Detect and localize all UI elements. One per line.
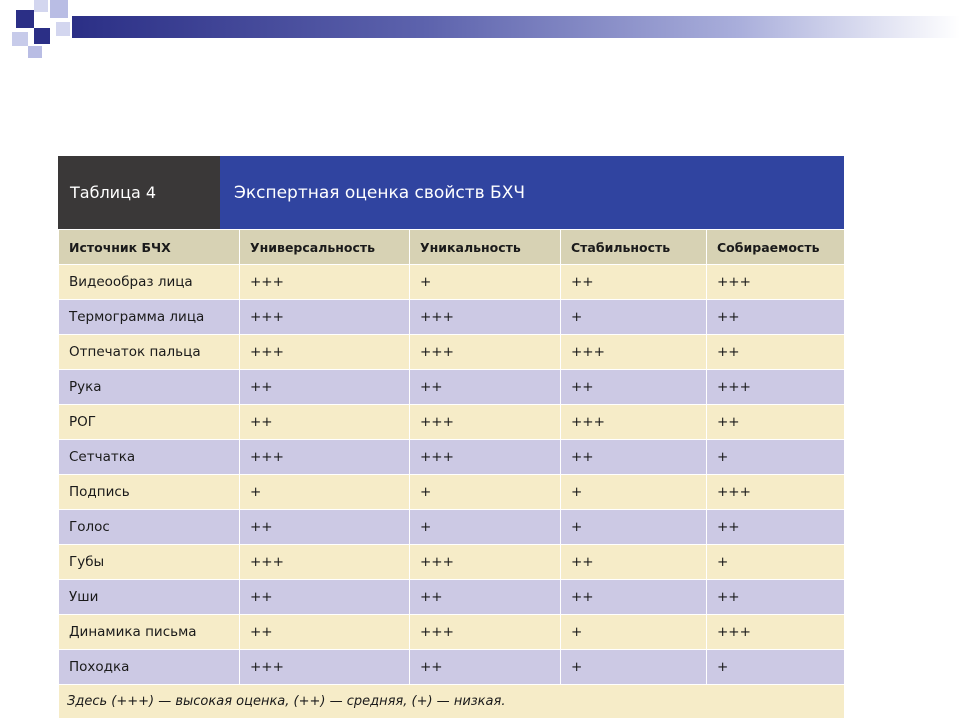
cell-universality: ++ xyxy=(240,580,410,615)
cell-uniqueness: +++ xyxy=(410,615,561,650)
cell-source: Видеообраз лица xyxy=(59,265,240,300)
cell-stability: + xyxy=(561,300,707,335)
cell-collectability: ++ xyxy=(707,510,845,545)
cell-uniqueness: + xyxy=(410,265,561,300)
cell-collectability: ++ xyxy=(707,405,845,440)
decor-square xyxy=(50,0,68,18)
column-header-universality: Универсальность xyxy=(240,230,410,265)
cell-collectability: +++ xyxy=(707,475,845,510)
table-row xyxy=(59,335,845,370)
cell-uniqueness: +++ xyxy=(410,545,561,580)
cell-source: РОГ xyxy=(59,405,240,440)
table-footnote: Здесь (+++) — высокая оценка, (++) — средняя, (+) — низкая. xyxy=(59,685,845,719)
cell-universality: +++ xyxy=(240,545,410,580)
cell-uniqueness: +++ xyxy=(410,440,561,475)
cell-uniqueness: + xyxy=(410,510,561,545)
cell-stability: +++ xyxy=(561,335,707,370)
cell-collectability: +++ xyxy=(707,370,845,405)
cell-universality: +++ xyxy=(240,265,410,300)
cell-collectability: +++ xyxy=(707,615,845,650)
biometrics-table-block xyxy=(58,156,844,719)
cell-collectability: ++ xyxy=(707,580,845,615)
cell-universality: ++ xyxy=(240,370,410,405)
ratings-table xyxy=(58,229,845,719)
table-number-label: Таблица 4 xyxy=(58,156,220,229)
cell-universality: +++ xyxy=(240,440,410,475)
cell-source: Рука xyxy=(59,370,240,405)
table-row xyxy=(59,440,845,475)
cell-universality: + xyxy=(240,475,410,510)
table-title-band xyxy=(58,156,844,229)
cell-source: Голос xyxy=(59,510,240,545)
column-header-uniqueness: Уникальность xyxy=(410,230,561,265)
cell-uniqueness: +++ xyxy=(410,405,561,440)
table-row xyxy=(59,300,845,335)
cell-collectability: + xyxy=(707,545,845,580)
cell-universality: +++ xyxy=(240,335,410,370)
table-title: Экспертная оценка свойств БХЧ xyxy=(220,156,844,229)
cell-stability: +++ xyxy=(561,405,707,440)
cell-stability: ++ xyxy=(561,265,707,300)
cell-source: Подпись xyxy=(59,475,240,510)
table-row xyxy=(59,265,845,300)
cell-source: Походка xyxy=(59,650,240,685)
table-row xyxy=(59,580,845,615)
column-header-source: Источник БЧХ xyxy=(59,230,240,265)
decor-square xyxy=(12,32,28,46)
cell-uniqueness: ++ xyxy=(410,650,561,685)
table-row xyxy=(59,510,845,545)
cell-uniqueness: ++ xyxy=(410,580,561,615)
table-row xyxy=(59,545,845,580)
cell-universality: +++ xyxy=(240,300,410,335)
cell-stability: ++ xyxy=(561,580,707,615)
cell-source: Сетчатка xyxy=(59,440,240,475)
cell-stability: + xyxy=(561,615,707,650)
cell-stability: + xyxy=(561,650,707,685)
table-row xyxy=(59,615,845,650)
cell-universality: ++ xyxy=(240,510,410,545)
cell-source: Термограмма лица xyxy=(59,300,240,335)
cell-collectability: ++ xyxy=(707,335,845,370)
cell-uniqueness: + xyxy=(410,475,561,510)
table-row xyxy=(59,370,845,405)
decor-square xyxy=(56,22,70,36)
table-header-row xyxy=(59,230,845,265)
cell-universality: ++ xyxy=(240,615,410,650)
slide-gradient-bar xyxy=(72,16,960,38)
table-row xyxy=(59,650,845,685)
table-note-row xyxy=(59,685,845,719)
cell-collectability: ++ xyxy=(707,300,845,335)
cell-uniqueness: +++ xyxy=(410,335,561,370)
decor-square xyxy=(28,46,42,58)
cell-stability: ++ xyxy=(561,545,707,580)
cell-source: Динамика письма xyxy=(59,615,240,650)
cell-stability: ++ xyxy=(561,370,707,405)
cell-collectability: + xyxy=(707,650,845,685)
cell-stability: + xyxy=(561,510,707,545)
cell-collectability: +++ xyxy=(707,265,845,300)
column-header-collectability: Собираемость xyxy=(707,230,845,265)
table-row xyxy=(59,475,845,510)
column-header-stability: Стабильность xyxy=(561,230,707,265)
decor-square xyxy=(16,10,34,28)
cell-uniqueness: ++ xyxy=(410,370,561,405)
decor-square xyxy=(34,0,48,12)
cell-source: Уши xyxy=(59,580,240,615)
table-row xyxy=(59,405,845,440)
cell-stability: + xyxy=(561,475,707,510)
decor-square xyxy=(34,28,50,44)
cell-uniqueness: +++ xyxy=(410,300,561,335)
cell-source: Отпечаток пальца xyxy=(59,335,240,370)
cell-universality: ++ xyxy=(240,405,410,440)
cell-universality: +++ xyxy=(240,650,410,685)
cell-stability: ++ xyxy=(561,440,707,475)
cell-source: Губы xyxy=(59,545,240,580)
cell-collectability: + xyxy=(707,440,845,475)
